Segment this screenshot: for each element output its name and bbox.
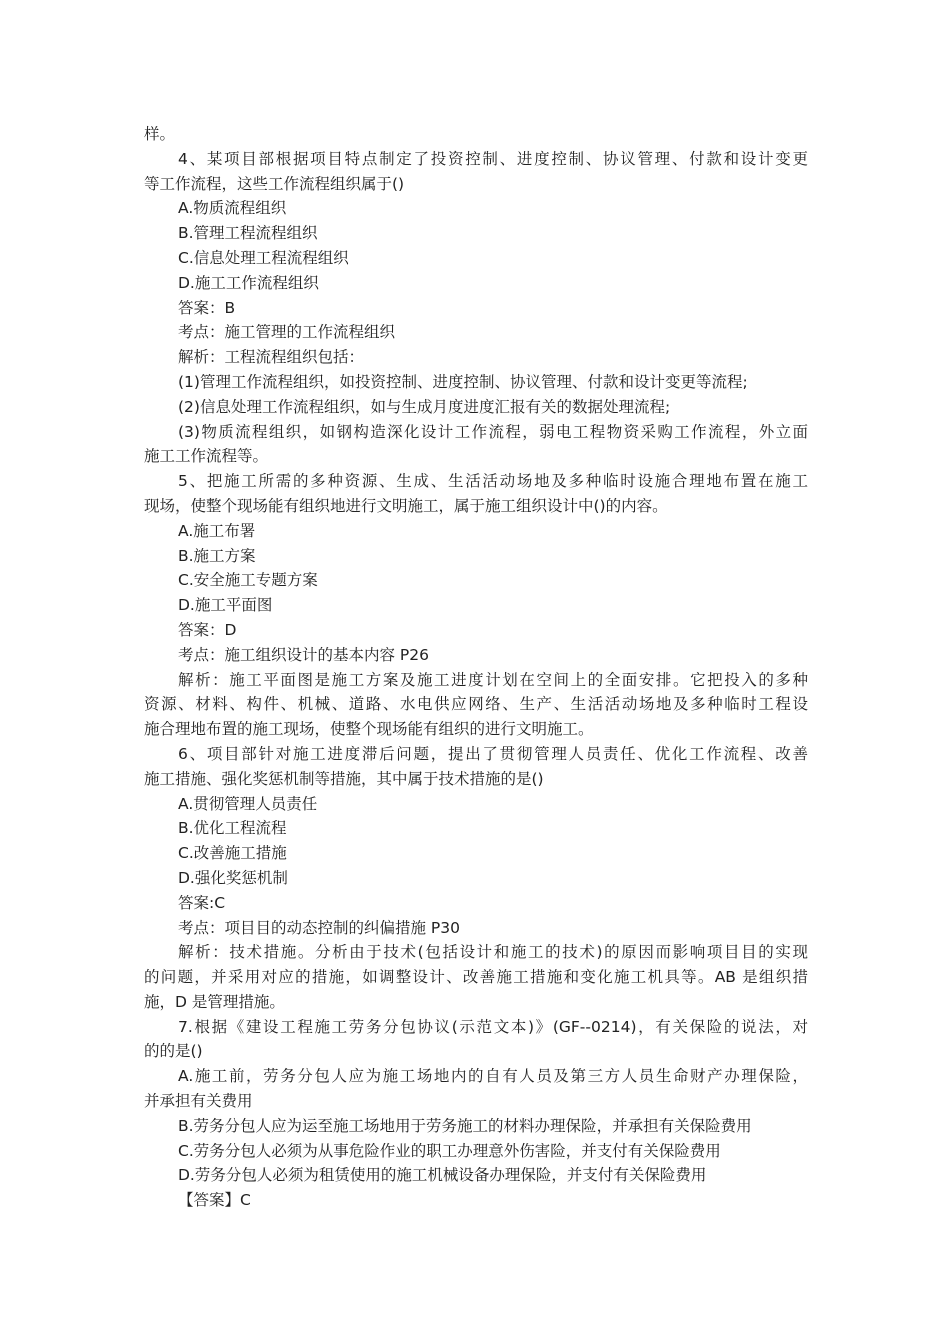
text-line: 的的是() <box>144 1042 203 1061</box>
text-line: 等工作流程，这些工作流程组织属于() <box>144 174 405 193</box>
text-line: 答案：B <box>178 298 236 317</box>
text-line: A.贯彻管理人员责任 <box>178 794 318 813</box>
text-line: D.施工平面图 <box>178 596 273 615</box>
text-line: C.信息处理工程流程组织 <box>178 248 349 267</box>
text-line: 7.根据《建设工程施工劳务分包协议(示范文本)》(GF--0214)，有关保险的说法，对 <box>178 1017 808 1036</box>
text-line: (2)信息处理工作流程组织，如与生成月度进度汇报有关的数据处理流程; <box>178 397 671 416</box>
text-line: 6、项目部针对施工进度滞后问题，提出了贯彻管理人员责任、优化工作流程、改善 <box>178 744 808 763</box>
text-line: 考点：施工管理的工作流程组织 <box>178 323 396 342</box>
text-line: 解析：施工平面图是施工方案及施工进度计划在空间上的全面安排。它把投入的多种 <box>178 670 808 689</box>
text-line: 答案:C <box>178 893 226 912</box>
text-line: A.施工布署 <box>178 521 256 540</box>
text-line: 考点：项目目的动态控制的纠偏措施 P30 <box>178 918 460 937</box>
text-line: 4、某项目部根据项目特点制定了投资控制、进度控制、协议管理、付款和设计变更 <box>178 149 808 168</box>
text-line: 解析：工程流程组织包括： <box>178 348 365 367</box>
text-line: D.强化奖惩机制 <box>178 868 288 887</box>
text-line: C.劳务分包人必须为从事危险作业的职工办理意外伤害险，并支付有关保险费用 <box>178 1141 721 1160</box>
text-line: B.管理工程流程组织 <box>178 224 318 243</box>
text-line: 【答案】C <box>178 1191 251 1210</box>
text-line: 样。 <box>144 125 176 143</box>
text-line: C.安全施工专题方案 <box>178 571 318 590</box>
text-line: 现场，使整个现场能有组织地进行文明施工，属于施工组织设计中()的内容。 <box>144 496 668 515</box>
text-line: B.施工方案 <box>178 546 256 565</box>
text-line: 施工工作流程等。 <box>144 447 269 466</box>
text-line: 施工措施、强化奖惩机制等措施，其中属于技术措施的是() <box>144 769 544 788</box>
text-line: D.施工工作流程组织 <box>178 273 319 292</box>
text-line: 并承担有关费用 <box>144 1092 253 1111</box>
text-line: 5、把施工所需的多种资源、生成、生活活动场地及多种临时设施合理地布置在施工 <box>178 472 808 491</box>
text-line: C.改善施工措施 <box>178 844 287 863</box>
text-line: 解析：技术措施。分析由于技术(包括设计和施工的技术)的原因而影响项目目的实现 <box>178 943 808 962</box>
text-line: 的问题，并采用对应的措施，如调整设计、改善施工措施和变化施工机具等。AB 是组织措 <box>144 968 808 987</box>
text-line: B.劳务分包人应为运至施工场地用于劳务施工的材料办理保险，并承担有关保险费用 <box>178 1116 752 1135</box>
text-line: (3)物质流程组织，如钢构造深化设计工作流程，弱电工程物资采购工作流程，外立面 <box>178 422 808 441</box>
text-line: D.劳务分包人必须为租赁使用的施工机械设备办理保险，并支付有关保险费用 <box>178 1166 707 1185</box>
text-line: A.施工前，劳务分包人应为施工场地内的自有人员及第三方人员生命财产办理保险， <box>178 1067 808 1086</box>
text-line: 资源、材料、构件、机械、道路、水电供应网络、生产、生活活动场地及多种临时工程设 <box>144 695 808 714</box>
text-line: B.优化工程流程 <box>178 819 287 838</box>
text-line: 施合理地布置的施工现场，使整个现场能有组织的进行文明施工。 <box>144 720 594 739</box>
text-line: 施，D 是管理措施。 <box>144 992 285 1011</box>
document-body <box>144 122 808 1213</box>
text-line: (1)管理工作流程组织，如投资控制、进度控制、协议管理、付款和设计变更等流程; <box>178 372 748 391</box>
text-line: 答案：D <box>178 620 237 639</box>
text-line: 考点：施工组织设计的基本内容 P26 <box>178 645 429 664</box>
text-line: A.物质流程组织 <box>178 199 287 218</box>
